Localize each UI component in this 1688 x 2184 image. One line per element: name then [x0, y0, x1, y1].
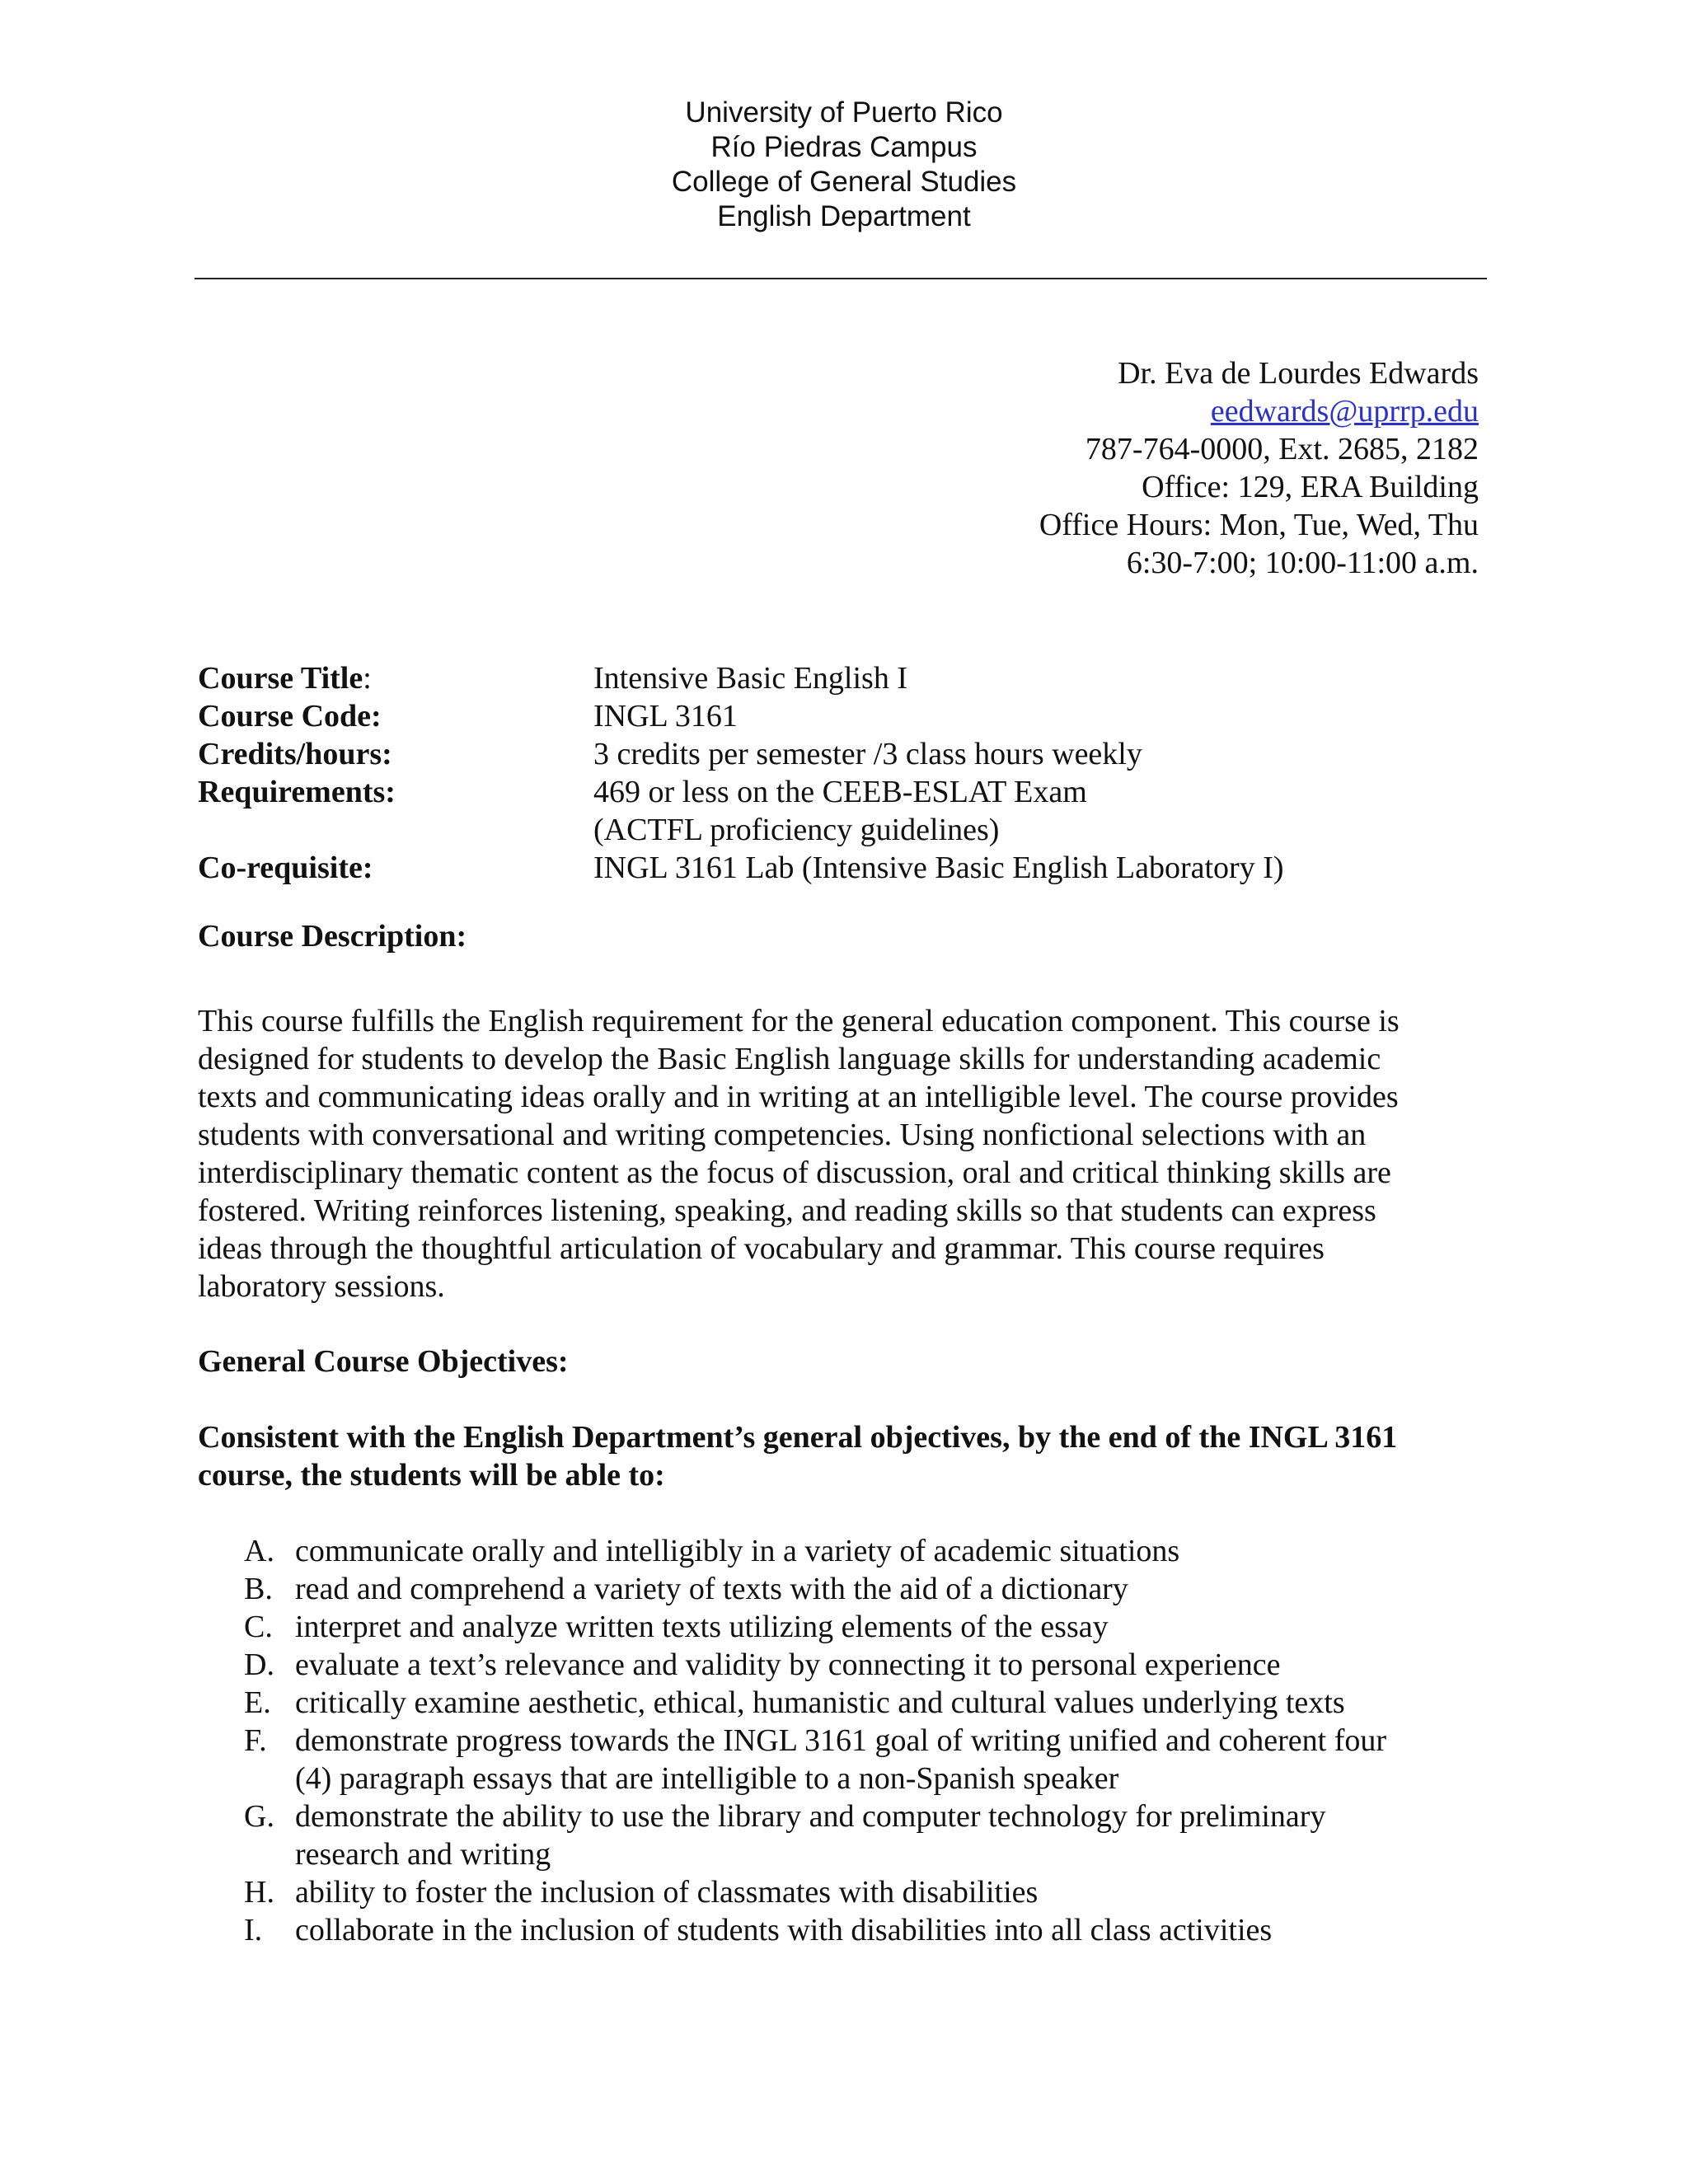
objective-text: communicate orally and intelligibly in a variety of academic situations [295, 1534, 1180, 1568]
objective-item [244, 1684, 1497, 1722]
requirements-value [593, 773, 1087, 849]
course-description-heading: Course Description: [198, 919, 467, 954]
description-line: ideas through the thoughtful articulation of vocabulary and grammar. This course requires [198, 1231, 1325, 1266]
description-line: texts and communicating ideas orally and in writing at an intelligible level. The course provides [198, 1080, 1399, 1114]
university-name: University of Puerto Rico [685, 96, 1003, 129]
instructor-phone: 787-764-0000, Ext. 2685, 2182 [1085, 432, 1479, 466]
description-line: fostered. Writing reinforces listening, speaking, and reading skills so that students can express [198, 1193, 1376, 1228]
campus-name: Río Piedras Campus [710, 131, 978, 163]
course-code-row [198, 697, 1284, 735]
description-line: students with conversational and writing competencies. Using nonfictional selections with an [198, 1118, 1367, 1152]
objective-letter: G. [244, 1799, 274, 1834]
objectives-intro-line: Consistent with the English Department’s general objectives, by the end of the INGL 3161 [198, 1420, 1398, 1455]
objective-item [244, 1646, 1497, 1684]
description-line: designed for students to develop the Basic English language skills for understanding academic [198, 1042, 1381, 1076]
credits-row [198, 735, 1284, 773]
objective-letter: B. [244, 1572, 273, 1606]
corequisite-row [198, 849, 1284, 887]
requirements-row [198, 773, 1284, 849]
objectives-intro-line: course, the students will be able to: [198, 1458, 665, 1493]
objective-letter: A. [244, 1534, 274, 1568]
description-line: This course fulfills the English requirement for the general education component. This course is [198, 1004, 1400, 1038]
objective-item [244, 1797, 1497, 1873]
instructor-name: Dr. Eva de Lourdes Edwards [1118, 356, 1479, 391]
objective-letter: C. [244, 1610, 273, 1644]
objective-item [244, 1608, 1497, 1646]
description-line: interdisciplinary thematic content as the focus of discussion, oral and critical thinking skills are [198, 1155, 1391, 1190]
office-hours-times: 6:30-7:00; 10:00-11:00 a.m. [1126, 546, 1479, 580]
objectives-heading: General Course Objectives: [198, 1344, 569, 1379]
corequisite-value: INGL 3161 Lab (Intensive Basic English Laboratory I) [593, 851, 1284, 885]
course-title-row [198, 659, 1284, 697]
credits-value: 3 credits per semester /3 class hours weekly [593, 737, 1142, 771]
office-hours-days: Office Hours: Mon, Tue, Wed, Thu [1039, 508, 1479, 542]
objective-text: interpret and analyze written texts utilizing elements of the essay [295, 1610, 1109, 1644]
instructor-office: Office: 129, ERA Building [1142, 470, 1479, 504]
department-name: English Department [717, 200, 971, 232]
objective-text: demonstrate the ability to use the library and computer technology for preliminary research and writing [295, 1799, 1326, 1872]
objective-item [244, 1570, 1497, 1608]
objective-letter: F. [244, 1723, 267, 1758]
objective-letter: E. [244, 1685, 271, 1720]
course-description-body [198, 1002, 1492, 1305]
instructor-contact [1039, 354, 1479, 582]
corequisite-label: Co-requisite: [198, 851, 373, 885]
objective-text: read and comprehend a variety of texts with the aid of a dictionary [295, 1572, 1128, 1606]
objective-text: collaborate in the inclusion of students with disabilities into all class activities [295, 1913, 1273, 1947]
requirements-value-line: (ACTFL proficiency guidelines) [593, 813, 1000, 847]
objective-letter: I. [244, 1913, 263, 1947]
objective-text: demonstrate progress towards the INGL 3161 goal of writing unified and coherent four (4) paragraph essays that are intelligible to a non-Spanish speaker [295, 1723, 1387, 1796]
header-divider [195, 278, 1487, 279]
objective-item [244, 1532, 1497, 1570]
college-name: College of General Studies [671, 166, 1017, 198]
description-line: laboratory sessions. [198, 1269, 445, 1304]
objective-text: critically examine aesthetic, ethical, humanistic and cultural values underlying texts [295, 1685, 1345, 1720]
credits-label: Credits/hours: [198, 737, 392, 771]
objective-text: ability to foster the inclusion of classmates with disabilities [295, 1875, 1039, 1910]
institution-header [0, 96, 1688, 234]
course-code-value: INGL 3161 [593, 699, 738, 733]
course-title-label: Course Title: [198, 661, 372, 696]
objective-letter: D. [244, 1647, 274, 1682]
objective-item [244, 1873, 1497, 1911]
course-code-label: Course Code: [198, 699, 382, 733]
objective-item [244, 1911, 1497, 1949]
objective-item [244, 1722, 1497, 1797]
instructor-email-link[interactable]: eedwards@uprrp.edu [1210, 394, 1479, 429]
requirements-label: Requirements: [198, 775, 396, 809]
objective-letter: H. [244, 1875, 274, 1910]
objective-text: evaluate a text’s relevance and validity by connecting it to personal experience [295, 1647, 1281, 1682]
objectives-list [244, 1532, 1497, 1949]
course-info-table [198, 659, 1284, 887]
objectives-intro [198, 1418, 1492, 1494]
course-title-value: Intensive Basic English I [593, 661, 907, 696]
requirements-value-line: 469 or less on the CEEB-ESLAT Exam [593, 775, 1087, 809]
